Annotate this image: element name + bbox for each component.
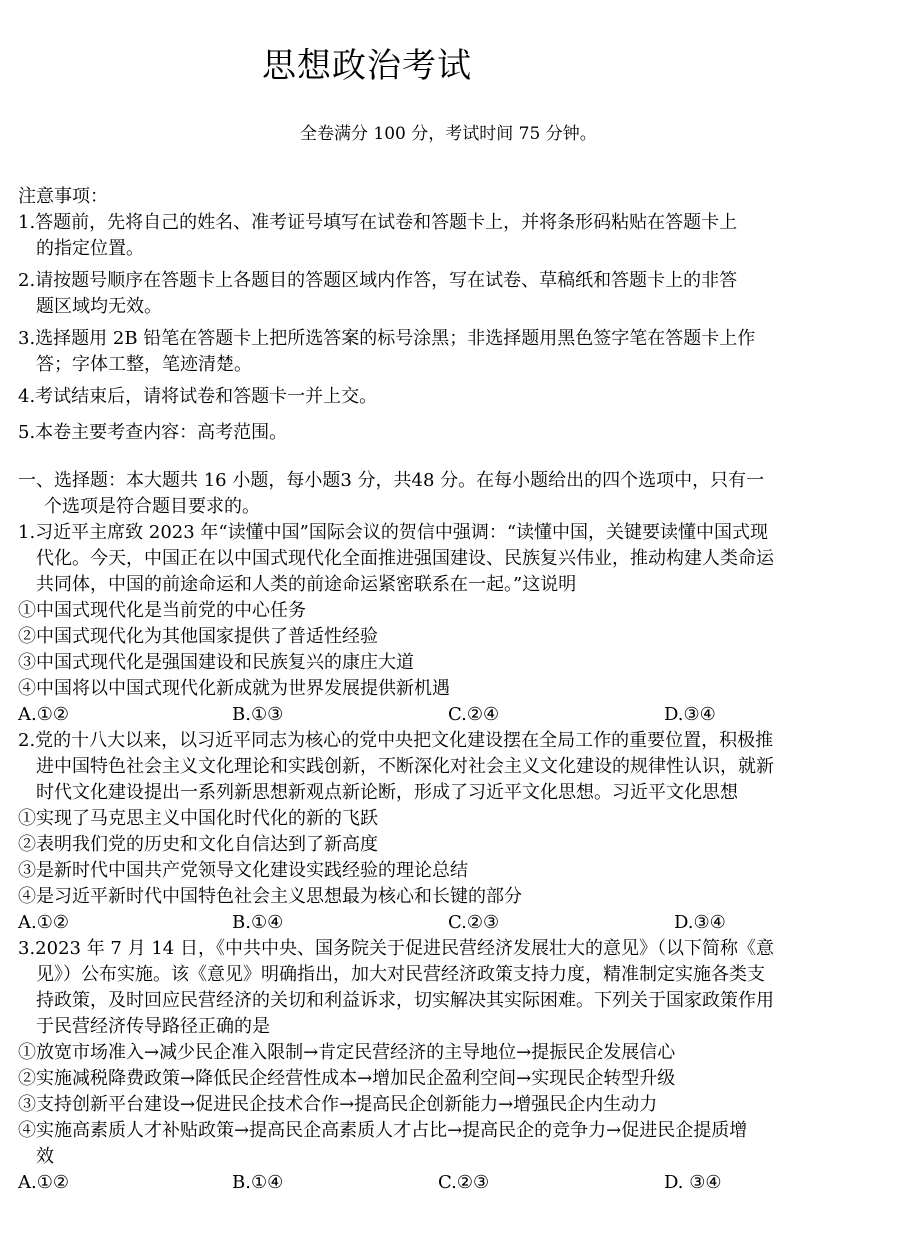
option-a[interactable]: A.①②	[18, 912, 69, 933]
option-d[interactable]: D.③④	[674, 912, 726, 933]
option-a[interactable]: A.①②	[18, 704, 69, 725]
exam-title: 思想政治考试	[262, 46, 472, 86]
option-b[interactable]: B.①③	[232, 704, 284, 725]
note-item: 2.请按题号顺序在答题卡上各题目的答题区域内作答，写在试卷、草稿纸和答题卡上的非答 题区域均无效。	[18, 270, 738, 317]
answer-options	[18, 702, 890, 728]
exam-subtitle: 全卷满分 100 分，考试时间 75 分钟。	[300, 124, 597, 144]
question-stem: 见》）公布实施。该《意见》明确指出，加大对民营经济政策支持力度，精准制定实施各类支	[36, 964, 765, 985]
statement-item: ②表明我们党的历史和文化自信达到了新高度	[18, 834, 378, 855]
statement-item: ③中国式现代化是强国建设和民族复兴的康庄大道	[18, 652, 414, 673]
question-1	[18, 520, 890, 728]
statement-item: ②实施减税降费政策→降低民企经营性成本→增加民企盈利空间→实现民企转型升级	[18, 1068, 676, 1089]
question-3	[18, 936, 890, 1196]
section-heading-cont: 个选项是符合题目要求的。	[44, 496, 260, 517]
answer-options	[18, 910, 890, 936]
statement-item: ④是习近平新时代中国特色社会主义思想最为核心和长键的部分	[18, 886, 522, 907]
notes-heading: 注意事项：	[18, 186, 108, 207]
choice-section	[18, 468, 890, 1196]
option-b[interactable]: B.①④	[232, 912, 284, 933]
question-stem: 进中国特色社会主义文化理论和实践创新，不断深化对社会主义文化建设的规律性认识，就新	[36, 756, 774, 777]
question-stem: 时代文化建设提出一系列新思想新观点新论断，形成了习近平文化思想。习近平文化思想	[36, 782, 738, 803]
statement-item: ③支持创新平台建设→促进民企技术合作→提高民企创新能力→增强民企内生动力	[18, 1094, 658, 1115]
note-item: 1.答题前，先将自己的姓名、准考证号填写在试卷和答题卡上，并将条形码粘贴在答题卡上 的指定位置。	[18, 212, 738, 259]
question-stem: 2.党的十八大以来，以习近平同志为核心的党中央把文化建设摆在全局工作的重要位置，积极推	[18, 730, 774, 751]
question-stem: 1.习近平主席致 2023 年“读懂中国”国际会议的贺信中强调：“读懂中国，关键要读懂中国式现	[18, 522, 769, 543]
note-item: 5.本卷主要考查内容：高考范围。	[18, 422, 288, 443]
notes-section	[18, 184, 890, 446]
statement-item: ①实现了马克思主义中国化时代化的新的飞跃	[18, 808, 378, 829]
statement-item: ②中国式现代化为其他国家提供了普适性经验	[18, 626, 378, 647]
option-a[interactable]: A.①②	[18, 1172, 69, 1193]
statement-item-cont: 效	[36, 1146, 54, 1167]
option-c[interactable]: C.②④	[448, 704, 500, 725]
statement-item: ④中国将以中国式现代化新成就为世界发展提供新机遇	[18, 678, 450, 699]
statement-item: ③是新时代中国共产党领导文化建设实践经验的理论总结	[18, 860, 468, 881]
statement-item: ①中国式现代化是当前党的中心任务	[18, 600, 306, 621]
statement-item: ①放宽市场准入→减少民企准入限制→肯定民营经济的主导地位→提振民企发展信心	[18, 1042, 676, 1063]
note-item: 3.选择题用 2B 铅笔在答题卡上把所选答案的标号涂黑；非选择题用黑色签字笔在答题卡上作 答；字体工整，笔迹清楚。	[18, 328, 756, 375]
section-heading: 一、选择题：本大题共 16 小题，每小题3 分，共48 分。在每小题给出的四个选项中，只有一	[18, 470, 765, 491]
option-b[interactable]: B.①④	[232, 1172, 284, 1193]
option-c[interactable]: C.②③	[448, 912, 500, 933]
question-stem: 3.2023 年 7 月 14 日，《中共中央、国务院关于促进民营经济发展壮大的意见》（以下简称《意	[18, 938, 774, 959]
question-stem: 持政策，及时回应民营经济的关切和利益诉求，切实解决其实际困难。下列关于国家政策作用	[36, 990, 774, 1011]
question-stem: 代化。今天，中国正在以中国式现代化全面推进强国建设、民族复兴伟业，推动构建人类命运	[36, 548, 774, 569]
note-item: 4.考试结束后，请将试卷和答题卡一并上交。	[18, 386, 378, 407]
question-2	[18, 728, 890, 936]
question-stem: 于民营经济传导路径正确的是	[36, 1016, 270, 1037]
statement-item: ④实施高素质人才补贴政策→提高民企高素质人才占比→提高民企的竞争力→促进民企提质增	[18, 1120, 748, 1141]
question-stem: 共同体，中国的前途命运和人类的前途命运紧密联系在一起。”这说明	[36, 574, 577, 595]
option-d[interactable]: D. ③④	[664, 1172, 722, 1193]
answer-options	[18, 1170, 890, 1196]
option-d[interactable]: D.③④	[664, 704, 716, 725]
option-c[interactable]: C.②③	[438, 1172, 490, 1193]
